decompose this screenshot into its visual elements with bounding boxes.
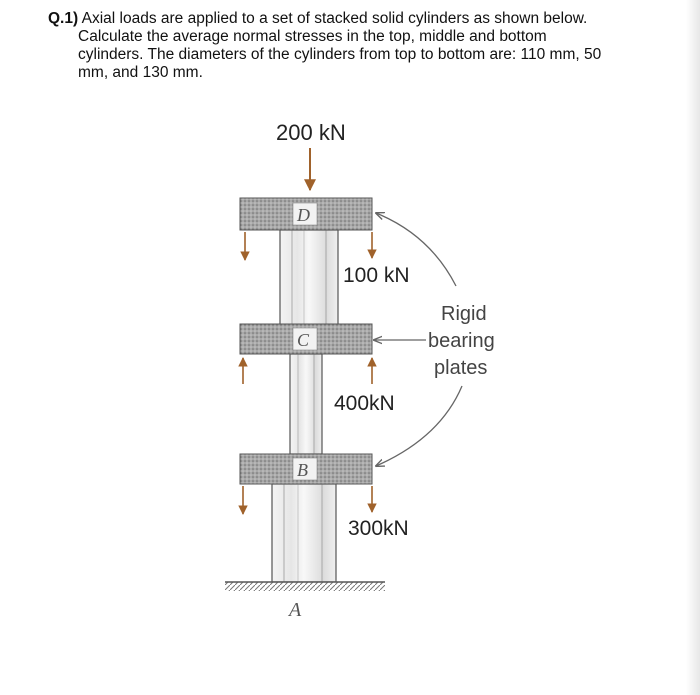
load-b-label: 300kN	[348, 517, 409, 540]
top-load-label: 200 kN	[276, 120, 346, 145]
question-line-1: Q.1) Axial loads are applied to a set of stacked solid cylinders as shown below.	[48, 10, 588, 27]
plate-d-label: D	[297, 205, 310, 225]
page-shadow-edge	[686, 0, 700, 695]
load-d-label: 100 kN	[343, 264, 410, 287]
plate-c-label: C	[297, 330, 310, 350]
question-line-2: Calculate the average normal stresses in the top, middle and bottom	[78, 28, 547, 45]
bottom-cylinder	[272, 484, 336, 582]
middle-cylinder	[290, 354, 322, 454]
ground-support	[225, 582, 385, 591]
question-number: Q.1)	[48, 10, 79, 27]
rigid-label-line-2: bearing	[428, 330, 495, 352]
top-cylinder	[280, 230, 338, 325]
base-a-label: A	[289, 599, 302, 621]
rigid-label-line-3: plates	[434, 357, 488, 379]
question-line-3: cylinders. The diameters of the cylinders from top to bottom are: 110 mm, 50	[78, 46, 602, 63]
plate-b-label: B	[297, 460, 308, 480]
question-line-4: mm, and 130 mm.	[78, 64, 203, 81]
load-c-label: 400kN	[334, 392, 395, 415]
rigid-label-line-1: Rigid	[441, 303, 487, 325]
